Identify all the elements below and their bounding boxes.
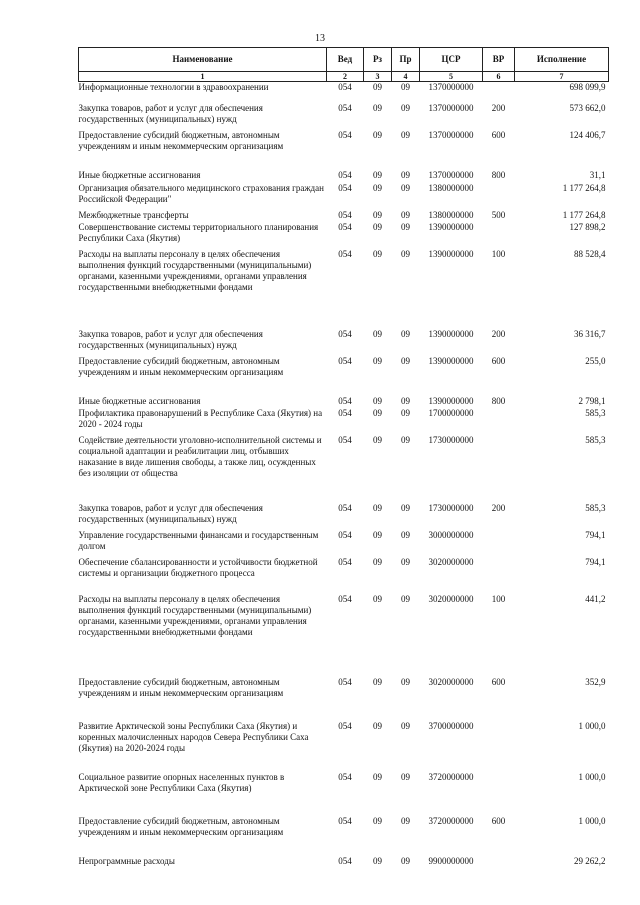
row-pr: 09 (401, 815, 410, 826)
row-csr: 1370000000 (428, 129, 474, 140)
row-ved: 054 (338, 556, 352, 567)
row-execution: 124 406,7 (569, 129, 606, 140)
row-csr: 3020000000 (428, 676, 474, 687)
row-name: Управление государственными финансами и государственным долгом (78, 529, 319, 551)
row-vr: 100 (491, 593, 506, 604)
row-rz: 09 (373, 815, 382, 826)
row-name: Предоставление субсидий бюджетным, автономным учреждениям и иным некоммерческим организациям (78, 815, 284, 837)
row-vr: 500 (491, 209, 506, 220)
row-rz: 09 (373, 129, 382, 140)
row-vr (483, 435, 515, 503)
table-row (79, 503, 609, 530)
row-pr: 09 (401, 434, 410, 445)
row-name: Организация обязательного медицинского страхования граждан Российской Федерации" (78, 182, 324, 204)
header-execution: Исполнение (515, 48, 609, 72)
row-csr: 3720000000 (428, 815, 474, 826)
row-execution: 441,2 (585, 593, 606, 604)
row-rz: 09 (373, 102, 382, 113)
table-header (79, 48, 609, 82)
row-execution: 31,1 (589, 169, 606, 180)
row-name: Информационные технологии в здравоохранении (78, 82, 269, 92)
table-row (79, 435, 609, 503)
row-csr: 1370000000 (428, 169, 474, 180)
row-pr: 09 (401, 407, 410, 418)
row-rz: 09 (373, 407, 382, 418)
row-pr: 09 (401, 855, 410, 866)
row-vr (483, 82, 515, 103)
row-pr: 09 (401, 82, 410, 92)
table-row (79, 557, 609, 594)
row-rz: 09 (373, 395, 382, 406)
row-execution: 573 662,0 (569, 102, 606, 113)
row-csr: 1380000000 (428, 182, 474, 193)
row-rz: 09 (373, 676, 382, 687)
row-pr: 09 (401, 209, 410, 220)
table-row (79, 530, 609, 557)
table-row (79, 183, 609, 210)
row-vr: 200 (491, 502, 506, 513)
row-csr: 1390000000 (428, 355, 474, 366)
row-vr: 100 (491, 248, 506, 259)
row-name: Предоставление субсидий бюджетным, автономным учреждениям и иным некоммерческим организациям (78, 355, 284, 377)
row-name: Содействие деятельности уголовно-исполнительной системы и социальной адаптации и реабилитации лиц, отбывших наказание в виде лишения свободы, а также лиц, осужденных без изоляции от общества (78, 434, 322, 478)
row-vr: 800 (491, 169, 506, 180)
row-ved: 054 (338, 169, 352, 180)
row-pr: 09 (401, 169, 410, 180)
row-ved: 054 (338, 529, 352, 540)
row-ved: 054 (338, 221, 352, 232)
header-ved: Вед (327, 48, 364, 72)
table-row (79, 222, 609, 249)
table-row (79, 249, 609, 329)
row-name: Обеспечение сбалансированности и устойчивости бюджетной системы и организации бюджетного процесса (78, 556, 318, 578)
table-row (79, 594, 609, 677)
row-execution: 1 000,0 (578, 815, 606, 826)
row-vr (483, 408, 515, 435)
row-execution: 1 177 264,8 (562, 182, 606, 193)
row-name: Закупка товаров, работ и услуг для обеспечения государственных (муниципальных) нужд (78, 502, 263, 524)
row-execution: 2 798,1 (578, 395, 606, 406)
row-rz: 09 (373, 556, 382, 567)
row-name: Социальное развитие опорных населенных пунктов в Арктической зоне Республики Саха (Якутия) (78, 771, 285, 793)
row-ved: 054 (338, 502, 352, 513)
row-execution: 794,1 (585, 529, 606, 540)
row-name: Иные бюджетные ассигнования (78, 169, 201, 180)
header-csr: ЦСР (420, 48, 483, 72)
row-ved: 054 (338, 182, 352, 193)
row-vr: 600 (491, 355, 506, 366)
row-name: Непрограммные расходы (78, 855, 175, 866)
row-csr: 3700000000 (428, 720, 474, 731)
header-row (79, 48, 609, 72)
budget-execution-table (78, 47, 609, 876)
row-csr: 1730000000 (428, 434, 474, 445)
row-pr: 09 (401, 182, 410, 193)
row-rz: 09 (373, 209, 382, 220)
row-execution: 585,3 (585, 407, 606, 418)
row-rz: 09 (373, 221, 382, 232)
row-vr (483, 183, 515, 210)
row-name: Закупка товаров, работ и услуг для обеспечения государственных (муниципальных) нужд (78, 102, 263, 124)
row-csr: 3020000000 (428, 593, 474, 604)
row-pr: 09 (401, 355, 410, 366)
row-pr: 09 (401, 221, 410, 232)
row-pr: 09 (401, 248, 410, 259)
row-ved: 054 (338, 102, 352, 113)
row-vr (483, 530, 515, 557)
row-csr: 1700000000 (428, 407, 474, 418)
row-csr: 1390000000 (428, 328, 474, 339)
table-row (79, 816, 609, 856)
row-rz: 09 (373, 434, 382, 445)
row-vr (483, 222, 515, 249)
row-csr: 1370000000 (428, 82, 474, 92)
table-row (79, 772, 609, 816)
row-rz: 09 (373, 182, 382, 193)
row-csr: 3000000000 (428, 529, 474, 540)
row-name: Расходы на выплаты персоналу в целях обеспечения выполнения функций государственными (муниципальными) органами, казенными учреждениями, органами управления государственными внебюджетными фондами (78, 248, 312, 292)
row-pr: 09 (401, 720, 410, 731)
row-ved: 054 (338, 815, 352, 826)
column-number: 7 (515, 72, 609, 82)
row-pr: 09 (401, 102, 410, 113)
row-csr: 1390000000 (428, 221, 474, 232)
row-rz: 09 (373, 720, 382, 731)
row-rz: 09 (373, 529, 382, 540)
row-execution: 127 898,2 (569, 221, 606, 232)
row-ved: 054 (338, 593, 352, 604)
row-rz: 09 (373, 248, 382, 259)
row-execution: 698 099,9 (569, 82, 606, 92)
column-number: 5 (420, 72, 483, 82)
row-vr: 800 (491, 395, 506, 406)
row-name: Предоставление субсидий бюджетным, автономным учреждениям и иным некоммерческим организациям (78, 129, 284, 151)
row-ved: 054 (338, 676, 352, 687)
row-rz: 09 (373, 82, 382, 92)
header-vr: ВР (483, 48, 515, 72)
row-csr: 1390000000 (428, 395, 474, 406)
row-name: Предоставление субсидий бюджетным, автономным учреждениям и иным некоммерческим организациям (78, 676, 284, 698)
column-number-row (79, 72, 609, 82)
row-csr: 3020000000 (428, 556, 474, 567)
row-execution: 255,0 (585, 355, 606, 366)
row-pr: 09 (401, 593, 410, 604)
row-name: Профилактика правонарушений в Республике Саха (Якутия) на 2020 - 2024 годы (78, 407, 323, 429)
row-rz: 09 (373, 328, 382, 339)
row-vr: 200 (491, 328, 506, 339)
row-pr: 09 (401, 556, 410, 567)
row-execution: 1 000,0 (578, 771, 606, 782)
row-execution: 36 316,7 (574, 328, 606, 339)
row-ved: 054 (338, 407, 352, 418)
row-execution: 29 262,2 (574, 855, 606, 866)
header-name: Наименование (79, 48, 327, 72)
row-name: Межбюджетные трансферты (78, 209, 189, 220)
column-number: 2 (327, 72, 364, 82)
row-rz: 09 (373, 771, 382, 782)
table-row (79, 103, 609, 130)
row-execution: 585,3 (585, 434, 606, 445)
row-csr: 1390000000 (428, 248, 474, 259)
row-vr (483, 772, 515, 816)
table-row (79, 396, 609, 408)
table-row (79, 677, 609, 721)
row-rz: 09 (373, 593, 382, 604)
row-ved: 054 (338, 82, 352, 92)
row-ved: 054 (338, 209, 352, 220)
row-csr: 3720000000 (428, 771, 474, 782)
row-name: Закупка товаров, работ и услуг для обеспечения государственных (муниципальных) нужд (78, 328, 263, 350)
row-ved: 054 (338, 355, 352, 366)
row-vr: 600 (491, 815, 506, 826)
row-name: Развитие Арктической зоны Республики Саха (Якутия) и коренных малочисленных народов Севера Республики Саха (Якутия) на 2020-2024 годы (78, 720, 309, 753)
table-row (79, 856, 609, 876)
row-csr: 1730000000 (428, 502, 474, 513)
row-ved: 054 (338, 129, 352, 140)
row-csr: 1370000000 (428, 102, 474, 113)
column-number: 3 (364, 72, 392, 82)
column-number: 1 (79, 72, 327, 82)
row-vr: 600 (491, 129, 506, 140)
table-row (79, 408, 609, 435)
row-rz: 09 (373, 855, 382, 866)
row-ved: 054 (338, 434, 352, 445)
row-ved: 054 (338, 328, 352, 339)
table-body (79, 82, 609, 876)
table-row (79, 721, 609, 772)
row-vr: 200 (491, 102, 506, 113)
row-rz: 09 (373, 169, 382, 180)
table-row (79, 356, 609, 396)
row-execution: 1 177 264,8 (562, 209, 606, 220)
row-pr: 09 (401, 129, 410, 140)
row-pr: 09 (401, 529, 410, 540)
column-number: 4 (392, 72, 420, 82)
column-number: 6 (483, 72, 515, 82)
row-execution: 585,3 (585, 502, 606, 513)
table-row (79, 130, 609, 170)
header-rz: Рз (364, 48, 392, 72)
row-name: Совершенствование системы территориального планирования Республики Саха (Якутия) (78, 221, 319, 243)
table-row (79, 82, 609, 103)
table-row (79, 170, 609, 183)
row-ved: 054 (338, 855, 352, 866)
row-csr: 9900000000 (428, 855, 474, 866)
row-pr: 09 (401, 328, 410, 339)
row-ved: 054 (338, 771, 352, 782)
row-ved: 054 (338, 248, 352, 259)
row-pr: 09 (401, 395, 410, 406)
row-vr: 600 (491, 676, 506, 687)
row-rz: 09 (373, 502, 382, 513)
row-vr (483, 721, 515, 772)
row-execution: 88 528,4 (574, 248, 606, 259)
row-vr (483, 557, 515, 594)
row-ved: 054 (338, 720, 352, 731)
header-pr: Пр (392, 48, 420, 72)
row-pr: 09 (401, 502, 410, 513)
row-pr: 09 (401, 771, 410, 782)
table-row (79, 210, 609, 222)
row-name: Расходы на выплаты персоналу в целях обеспечения выполнения функций государственными (муниципальными) органами, казенными учреждениями, органами управления государственными внебюджетными фондами (78, 593, 312, 637)
page-number: 13 (315, 33, 325, 44)
row-ved: 054 (338, 395, 352, 406)
table-row (79, 329, 609, 356)
row-pr: 09 (401, 676, 410, 687)
row-name: Иные бюджетные ассигнования (78, 395, 201, 406)
row-rz: 09 (373, 355, 382, 366)
row-vr (483, 856, 515, 876)
row-execution: 1 000,0 (578, 720, 606, 731)
row-execution: 352,9 (585, 676, 606, 687)
row-execution: 794,1 (585, 556, 606, 567)
row-csr: 1380000000 (428, 209, 474, 220)
